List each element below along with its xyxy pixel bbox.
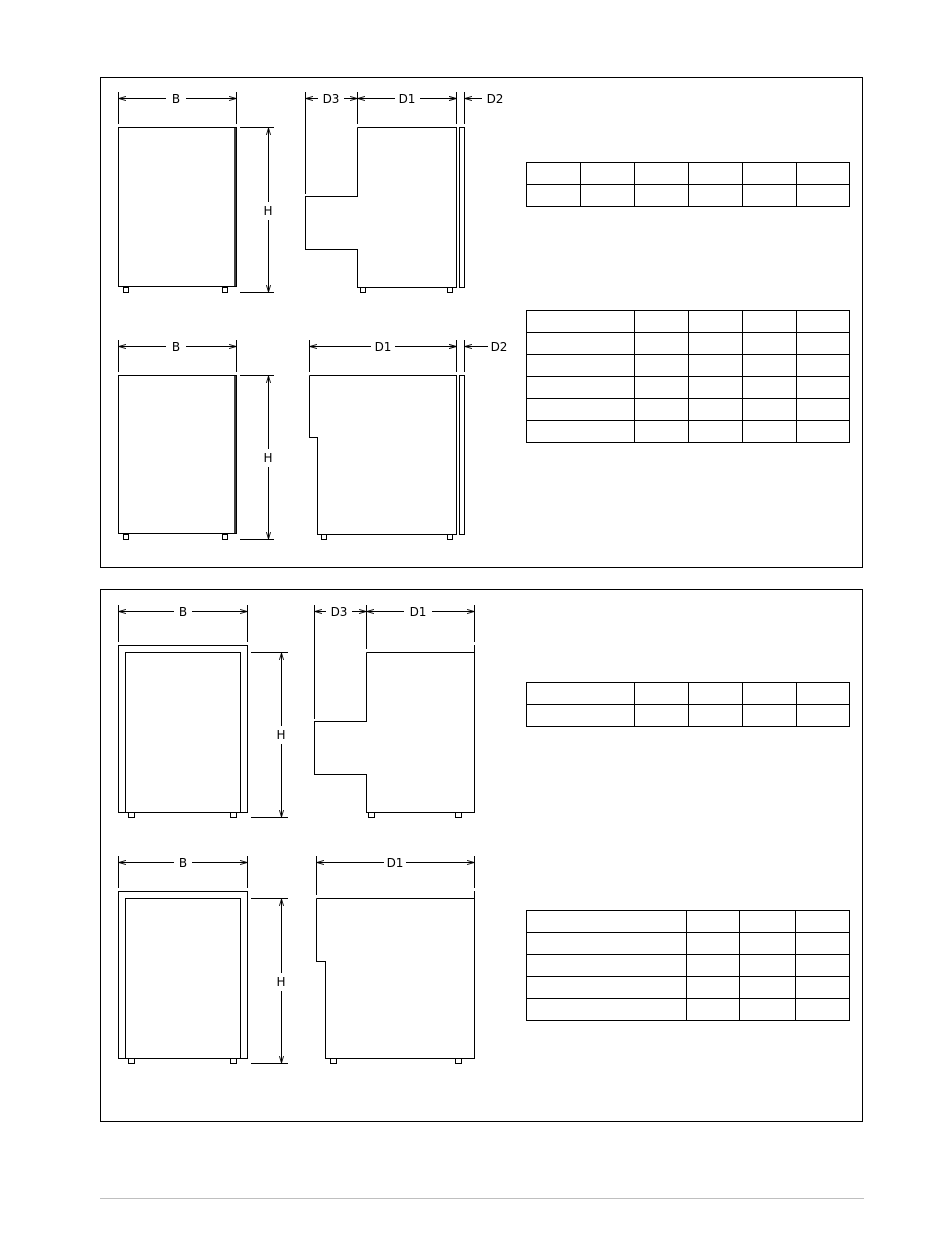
label-d1-2: D1	[374, 340, 392, 354]
label-h-1: H	[263, 204, 273, 218]
label-d3-1: D3	[322, 92, 340, 106]
label-d2-2: D2	[490, 340, 508, 354]
label-d3-3: D3	[330, 605, 348, 619]
table-1	[527, 163, 850, 207]
label-d1-4: D1	[386, 856, 404, 870]
front-view-b	[119, 340, 275, 540]
label-h-3: H	[276, 728, 286, 742]
front-view-c	[119, 605, 289, 818]
dimension-labels	[172, 92, 508, 989]
side-view-a	[306, 92, 483, 293]
front-view-a	[119, 92, 275, 293]
table-4	[527, 911, 850, 1021]
label-d2-1: D2	[486, 92, 504, 106]
panel-1-frame	[101, 78, 863, 568]
front-view-d	[119, 856, 289, 1064]
side-view-d	[317, 856, 475, 1064]
footer-rule	[100, 1198, 864, 1199]
panel-2-frame	[101, 590, 863, 1122]
label-b-2: B	[171, 340, 181, 354]
side-view-b	[310, 340, 489, 540]
table-3	[527, 683, 850, 727]
table-2	[527, 311, 850, 443]
side-view-c	[315, 605, 475, 818]
label-h-4: H	[276, 975, 286, 989]
label-b-3: B	[178, 605, 188, 619]
label-d1-3: D1	[409, 605, 427, 619]
label-d1-1: D1	[398, 92, 416, 106]
label-h-2: H	[263, 451, 273, 465]
label-b-1: B	[171, 92, 181, 106]
label-b-4: B	[178, 856, 188, 870]
